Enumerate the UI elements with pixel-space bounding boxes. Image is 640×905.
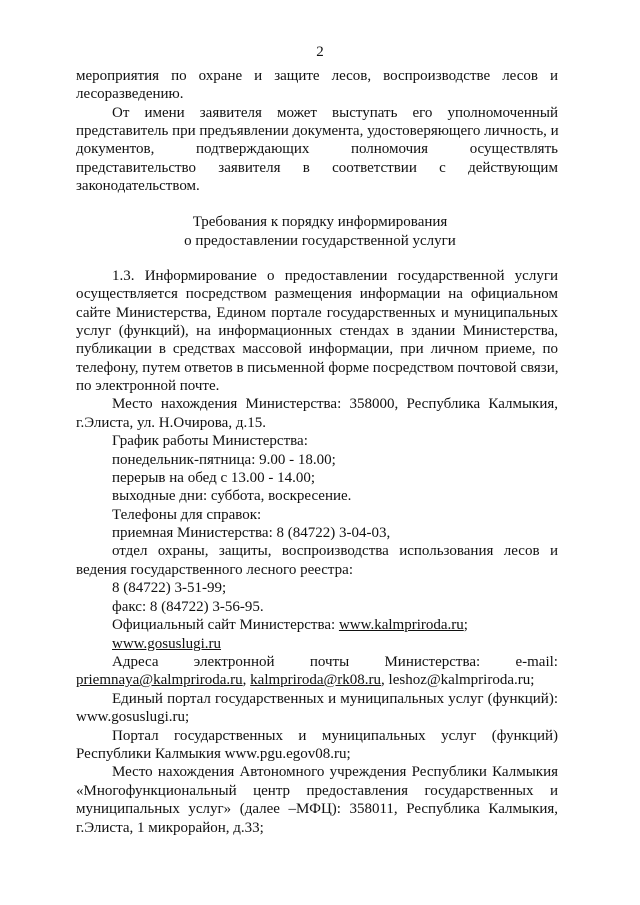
word: e-mail:: [515, 654, 558, 670]
department-line-2: ведения государственного лесного реестра:: [76, 562, 353, 578]
intro-line-2: лесоразведению.: [76, 86, 184, 102]
official-website-label: Официальный сайт Министерства:: [112, 617, 336, 633]
page-number: 2: [316, 44, 324, 60]
separator: ,: [381, 672, 389, 688]
mfc-line-2: «Многофункциональный центр предоставления государственных и: [76, 783, 558, 799]
schedule-weekdays: понедельник-пятница: 9.00 - 18.00;: [112, 452, 336, 468]
section-1-3-line-6: телефону, путем ответов в письменной форме посредством почтовой связи,: [76, 360, 559, 376]
word: подтверждающих: [195, 141, 310, 157]
email-leshoz: leshoz@kalmpriroda.ru: [388, 672, 531, 688]
regional-portal-line-2: Республики Калмыкия www.pgu.egov08.ru;: [76, 746, 351, 762]
representative-line-4: [76, 160, 558, 178]
gosuslugi-link[interactable]: www.gosuslugi.ru: [112, 636, 222, 652]
email-line-1: [112, 654, 558, 672]
phones-title: Телефоны для справок:: [112, 507, 262, 523]
word: полномочия: [350, 141, 429, 157]
schedule-weekend: выходные дни: суббота, воскресение.: [112, 488, 352, 504]
section-1-3-line-4: услуг (функций), на информационных стендах в здании Министерства,: [76, 323, 558, 339]
email-link-kalmpriroda[interactable]: kalmpriroda@rk08.ru: [250, 672, 382, 688]
mfc-line-1: Место нахождения Автономного учреждения Республики Калмыкия: [112, 764, 558, 780]
word: с: [439, 160, 446, 176]
mfc-line-3: муниципальных услуг» (далее –МФЦ): 358011, Республика Калмыкия,: [76, 801, 558, 817]
word: Министерства:: [384, 654, 481, 670]
section-heading-line-2: о предоставлении государственной услуги: [184, 233, 456, 249]
regional-portal-line-1: Портал государственных и муниципальных услуг (функций): [112, 728, 558, 744]
word: документов,: [76, 141, 155, 157]
word: действующим: [468, 160, 558, 176]
word: заявителя: [218, 160, 281, 176]
separator: ,: [242, 672, 251, 688]
word: осуществлять: [469, 141, 558, 157]
punctuation: ;: [463, 617, 468, 633]
email-link-priemnaya[interactable]: priemnaya@kalmpriroda.ru: [76, 672, 243, 688]
gosuslugi-line: [112, 636, 221, 654]
word: почты: [309, 654, 350, 670]
section-heading-line-1: Требования к порядку информирования: [192, 214, 448, 230]
ministry-location-line-2: г.Элиста, ул. Н.Очирова, д.15.: [76, 415, 266, 431]
unified-portal-line-2: www.gosuslugi.ru;: [76, 709, 190, 725]
word: электронной: [193, 654, 275, 670]
section-1-3-line-2: осуществляется посредством размещения информации на официальном: [76, 286, 558, 302]
punctuation: ;: [530, 672, 535, 688]
representative-line-2: представитель при предъявлении документа, удостоверяющего личность, и: [76, 123, 559, 139]
department-phone: 8 (84722) 3-51-99;: [112, 580, 227, 596]
unified-portal-line-1: Единый портал государственных и муниципальных услуг (функций):: [112, 691, 558, 707]
word: Адреса: [112, 654, 159, 670]
representative-line-1: От имени заявителя может выступать его уполномоченный: [112, 105, 558, 121]
section-1-3-line-5: публикации в средствах массовой информации, при личном приеме, по: [76, 341, 558, 357]
ministry-location-line-1: Место нахождения Министерства: 358000, Республика Калмыкия,: [112, 396, 558, 412]
department-line-1: отдел охраны, защиты, воспроизводства использования лесов и: [112, 543, 558, 559]
word: соответствии: [332, 160, 417, 176]
official-website-line: [112, 617, 468, 635]
email-line-2: [76, 672, 534, 690]
schedule-title: График работы Министерства:: [112, 433, 308, 449]
section-1-3-line-7: по электронной почте.: [76, 378, 220, 394]
word: представительство: [76, 160, 197, 176]
fax-number: факс: 8 (84722) 3-56-95.: [112, 599, 264, 615]
schedule-lunch: перерыв на обед с 13.00 - 14.00;: [112, 470, 316, 486]
word: в: [302, 160, 310, 176]
official-website-link[interactable]: www.kalmpriroda.ru: [338, 617, 464, 633]
intro-line-1: мероприятия по охране и защите лесов, воспроизводстве лесов и: [76, 68, 558, 84]
section-1-3-line-1: 1.3. Информирование о предоставлении государственной услуги: [112, 268, 558, 284]
representative-line-5: законодательством.: [76, 178, 200, 194]
section-1-3-line-3: сайте Министерства, Едином портале государственных и муниципальных: [76, 305, 558, 321]
reception-phone: приемная Министерства: 8 (84722) 3-04-03,: [112, 525, 391, 541]
mfc-line-4: г.Элиста, 1 микрорайон, д.33;: [76, 820, 264, 836]
representative-line-3: [76, 141, 558, 159]
